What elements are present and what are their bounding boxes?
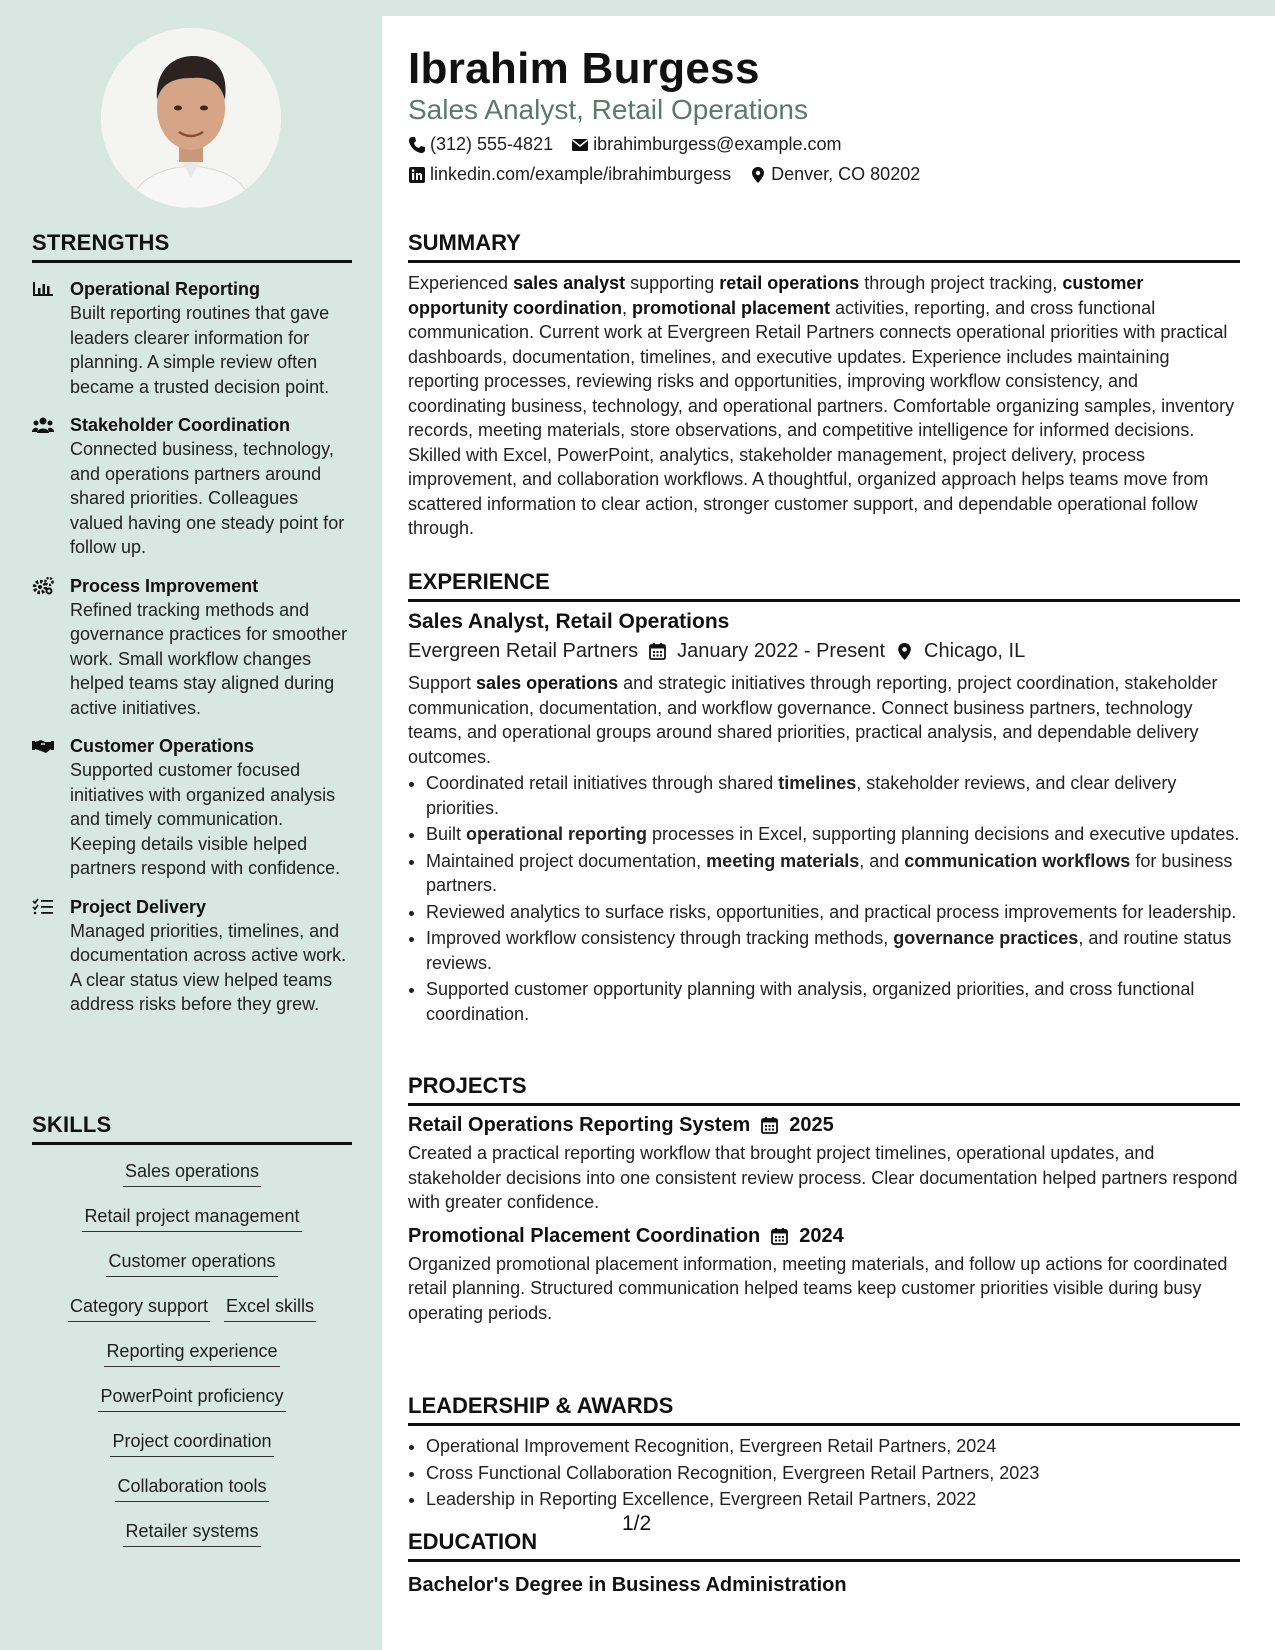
skill-row bbox=[32, 1249, 352, 1294]
handshake-icon bbox=[32, 737, 54, 755]
skill-tag: Category support bbox=[68, 1294, 210, 1322]
contact-linkedin[interactable] bbox=[408, 164, 731, 185]
strength-description: Managed priorities, timelines, and documentation across active work. A clear status view helped teams address risks before they grew. bbox=[70, 920, 347, 1014]
project-title bbox=[408, 1114, 1240, 1137]
awards-list bbox=[408, 1434, 1240, 1512]
strength-title: Project Delivery bbox=[70, 896, 207, 917]
linkedin-icon bbox=[408, 166, 426, 184]
map-pin-icon bbox=[749, 166, 767, 184]
main-content bbox=[382, 16, 1275, 1650]
strengths-section bbox=[32, 230, 352, 1017]
skill-row bbox=[32, 1474, 352, 1519]
profile-photo bbox=[101, 28, 281, 208]
summary-section bbox=[408, 230, 1240, 541]
calendar-icon bbox=[648, 642, 667, 661]
users-icon bbox=[32, 416, 54, 434]
job-bullet: • Maintained project documentation, meeting materials, and communication workflows for business partners. bbox=[426, 849, 1240, 898]
awards-section bbox=[408, 1393, 1240, 1514]
calendar-icon bbox=[760, 1116, 779, 1135]
company-name: Evergreen Retail Partners bbox=[408, 640, 639, 662]
experience-heading: EXPERIENCE bbox=[408, 569, 1240, 602]
job-bullet: • Supported customer opportunity planning with analysis, organized priorities, and cross functional coordination. bbox=[426, 977, 1240, 1026]
strength-description: Refined tracking methods and governance practices for smoother work. Small workflow changes helped teams stay aligned during active initiatives. bbox=[70, 599, 348, 718]
skill-tag: Customer operations bbox=[106, 1249, 277, 1277]
strength-item bbox=[32, 895, 352, 1017]
sidebar bbox=[0, 0, 382, 1650]
project-year: 2025 bbox=[789, 1114, 834, 1136]
project-title bbox=[408, 1225, 1240, 1248]
award-item: • Leadership in Reporting Excellence, Evergreen Retail Partners, 2022 bbox=[426, 1487, 1240, 1512]
location-text: Denver, CO 80202 bbox=[771, 164, 921, 184]
education-section bbox=[408, 1529, 1240, 1597]
phone-icon bbox=[408, 136, 426, 154]
job-bullet: • Built operational reporting processes in Excel, supporting planning decisions and executive updates. bbox=[426, 822, 1240, 847]
skill-tag: Excel skills bbox=[224, 1294, 316, 1322]
skill-row bbox=[32, 1294, 352, 1339]
job-bullet: • Coordinated retail initiatives through shared timelines, stakeholder reviews, and clear delivery priorities. bbox=[426, 771, 1240, 820]
strengths-heading: STRENGTHS bbox=[32, 230, 352, 263]
skill-tag: Sales operations bbox=[123, 1159, 261, 1187]
award-item: • Cross Functional Collaboration Recognition, Evergreen Retail Partners, 2023 bbox=[426, 1461, 1240, 1486]
job-bullets bbox=[408, 771, 1240, 1026]
candidate-name: Ibrahim Burgess bbox=[408, 44, 760, 93]
envelope-icon bbox=[571, 136, 589, 154]
projects-section bbox=[408, 1073, 1240, 1325]
skill-row bbox=[32, 1159, 352, 1204]
skill-tag: Collaboration tools bbox=[115, 1474, 268, 1502]
job-bullet: • Improved workflow consistency through tracking methods, governance practices, and routine status reviews. bbox=[426, 926, 1240, 975]
skills-section bbox=[32, 1112, 352, 1564]
calendar-icon bbox=[770, 1227, 789, 1246]
summary-heading: SUMMARY bbox=[408, 230, 1240, 263]
skill-tag: Reporting experience bbox=[104, 1339, 279, 1367]
degree-title: Bachelor's Degree in Business Administration bbox=[408, 1574, 847, 1596]
job-location: Chicago, IL bbox=[924, 640, 1026, 662]
project-name: Retail Operations Reporting System bbox=[408, 1114, 751, 1136]
skill-row bbox=[32, 1384, 352, 1429]
skill-row bbox=[32, 1204, 352, 1249]
linkedin-text[interactable]: linkedin.com/example/ibrahimburgess bbox=[430, 164, 732, 184]
job-dates: January 2022 - Present bbox=[677, 640, 886, 662]
strength-description: Built reporting routines that gave leaders clearer information for planning. A simple review often became a trusted decision point. bbox=[70, 303, 330, 397]
skill-tag: Project coordination bbox=[110, 1429, 273, 1457]
job-bullet: • Reviewed analytics to surface risks, opportunities, and practical process improvements for leadership. bbox=[426, 900, 1240, 925]
skills-heading: SKILLS bbox=[32, 1112, 352, 1145]
experience-section bbox=[408, 569, 1240, 1028]
strength-item bbox=[32, 277, 352, 399]
skill-tag: Retailer systems bbox=[123, 1519, 260, 1547]
project-description: Created a practical reporting workflow that brought project timelines, operational updates, and stakeholder decisions into one consistent review process. Clear documentation helped partners respond with greater confidence. bbox=[408, 1143, 1238, 1212]
job-intro: Support sales operations and strategic initiatives through reporting, project coordination, stakeholder communication, documentation, and workflow governance. Connect business partners, technology teams, and operational groups around shared priorities, practical analysis, and dependable delivery outcomes. bbox=[408, 673, 1218, 767]
summary-text: Experienced sales analyst supporting retail operations through project tracking, customer opportunity coordination, promotional placement activities, reporting, and cross functional communication. Current work at Evergreen Retail Partners connects operational priorities with practical dashboards, documentation, timelines, and executive updates. Experience includes maintaining reporting processes, reviewing risks and opportunities, improving workflow consistency, and coordinating business, technology, and operational partners. Comfortable organizing samples, inventory records, meeting materials, store observations, and competitive intelligence for informed decisions. Skilled with Excel, PowerPoint, analytics, stakeholder management, project delivery, process improvement, and collaboration workflows. A thoughtful, organized approach helps teams move from scattered information to clear action, stronger customer support, and dependable operational follow through. bbox=[408, 273, 1235, 538]
award-item: • Operational Improvement Recognition, Evergreen Retail Partners, 2024 bbox=[426, 1434, 1240, 1459]
email-text[interactable]: ibrahimburgess@example.com bbox=[593, 134, 842, 154]
contact-row-2 bbox=[408, 164, 920, 185]
skill-tag: Retail project management bbox=[82, 1204, 301, 1232]
projects-heading: PROJECTS bbox=[408, 1073, 1240, 1106]
skill-row bbox=[32, 1519, 352, 1564]
contact-location bbox=[749, 164, 920, 185]
contact-row bbox=[408, 134, 841, 155]
job-title: Sales Analyst, Retail Operations bbox=[408, 610, 730, 633]
project-year: 2024 bbox=[799, 1224, 844, 1247]
candidate-role: Sales Analyst, Retail Operations bbox=[408, 94, 808, 125]
project-description: Organized promotional placement information, meeting materials, and follow up actions for coordinated retail planning. Structured communication helped teams keep customer priorities visible during busy operating periods. bbox=[408, 1253, 1228, 1323]
checklist-icon bbox=[32, 898, 54, 916]
skill-row bbox=[32, 1339, 352, 1384]
contact-phone bbox=[408, 134, 553, 155]
map-pin-icon bbox=[895, 642, 914, 661]
bar-chart-icon bbox=[32, 280, 54, 298]
strength-title: Stakeholder Coordination bbox=[70, 415, 291, 435]
education-heading: EDUCATION bbox=[408, 1529, 1240, 1562]
strength-item bbox=[32, 734, 352, 881]
skill-row bbox=[32, 1429, 352, 1474]
strength-title: Process Improvement bbox=[70, 575, 259, 596]
project-name: Promotional Placement Coordination bbox=[408, 1224, 761, 1247]
page-indicator: 1/2 bbox=[622, 1512, 652, 1535]
gears-icon bbox=[32, 577, 54, 595]
job-meta bbox=[408, 640, 1240, 663]
strength-description: Supported customer focused initiatives with organized analysis and timely communication. Keeping details visible helped partners respond with confidence. bbox=[70, 760, 341, 878]
strength-item bbox=[32, 574, 352, 721]
phone-text: (312) 555-4821 bbox=[430, 134, 554, 154]
awards-heading: LEADERSHIP & AWARDS bbox=[408, 1393, 1240, 1426]
strength-title: Customer Operations bbox=[70, 736, 255, 756]
skills-list bbox=[32, 1159, 352, 1564]
strength-description: Connected business, technology, and operations partners around shared priorities. Colleagues valued having one steady point for follow up. bbox=[70, 439, 345, 557]
skill-tag: PowerPoint proficiency bbox=[98, 1384, 285, 1412]
strengths-list bbox=[32, 277, 352, 1017]
contact-email[interactable] bbox=[571, 134, 841, 155]
strength-item bbox=[32, 413, 352, 560]
strength-title: Operational Reporting bbox=[70, 279, 261, 299]
